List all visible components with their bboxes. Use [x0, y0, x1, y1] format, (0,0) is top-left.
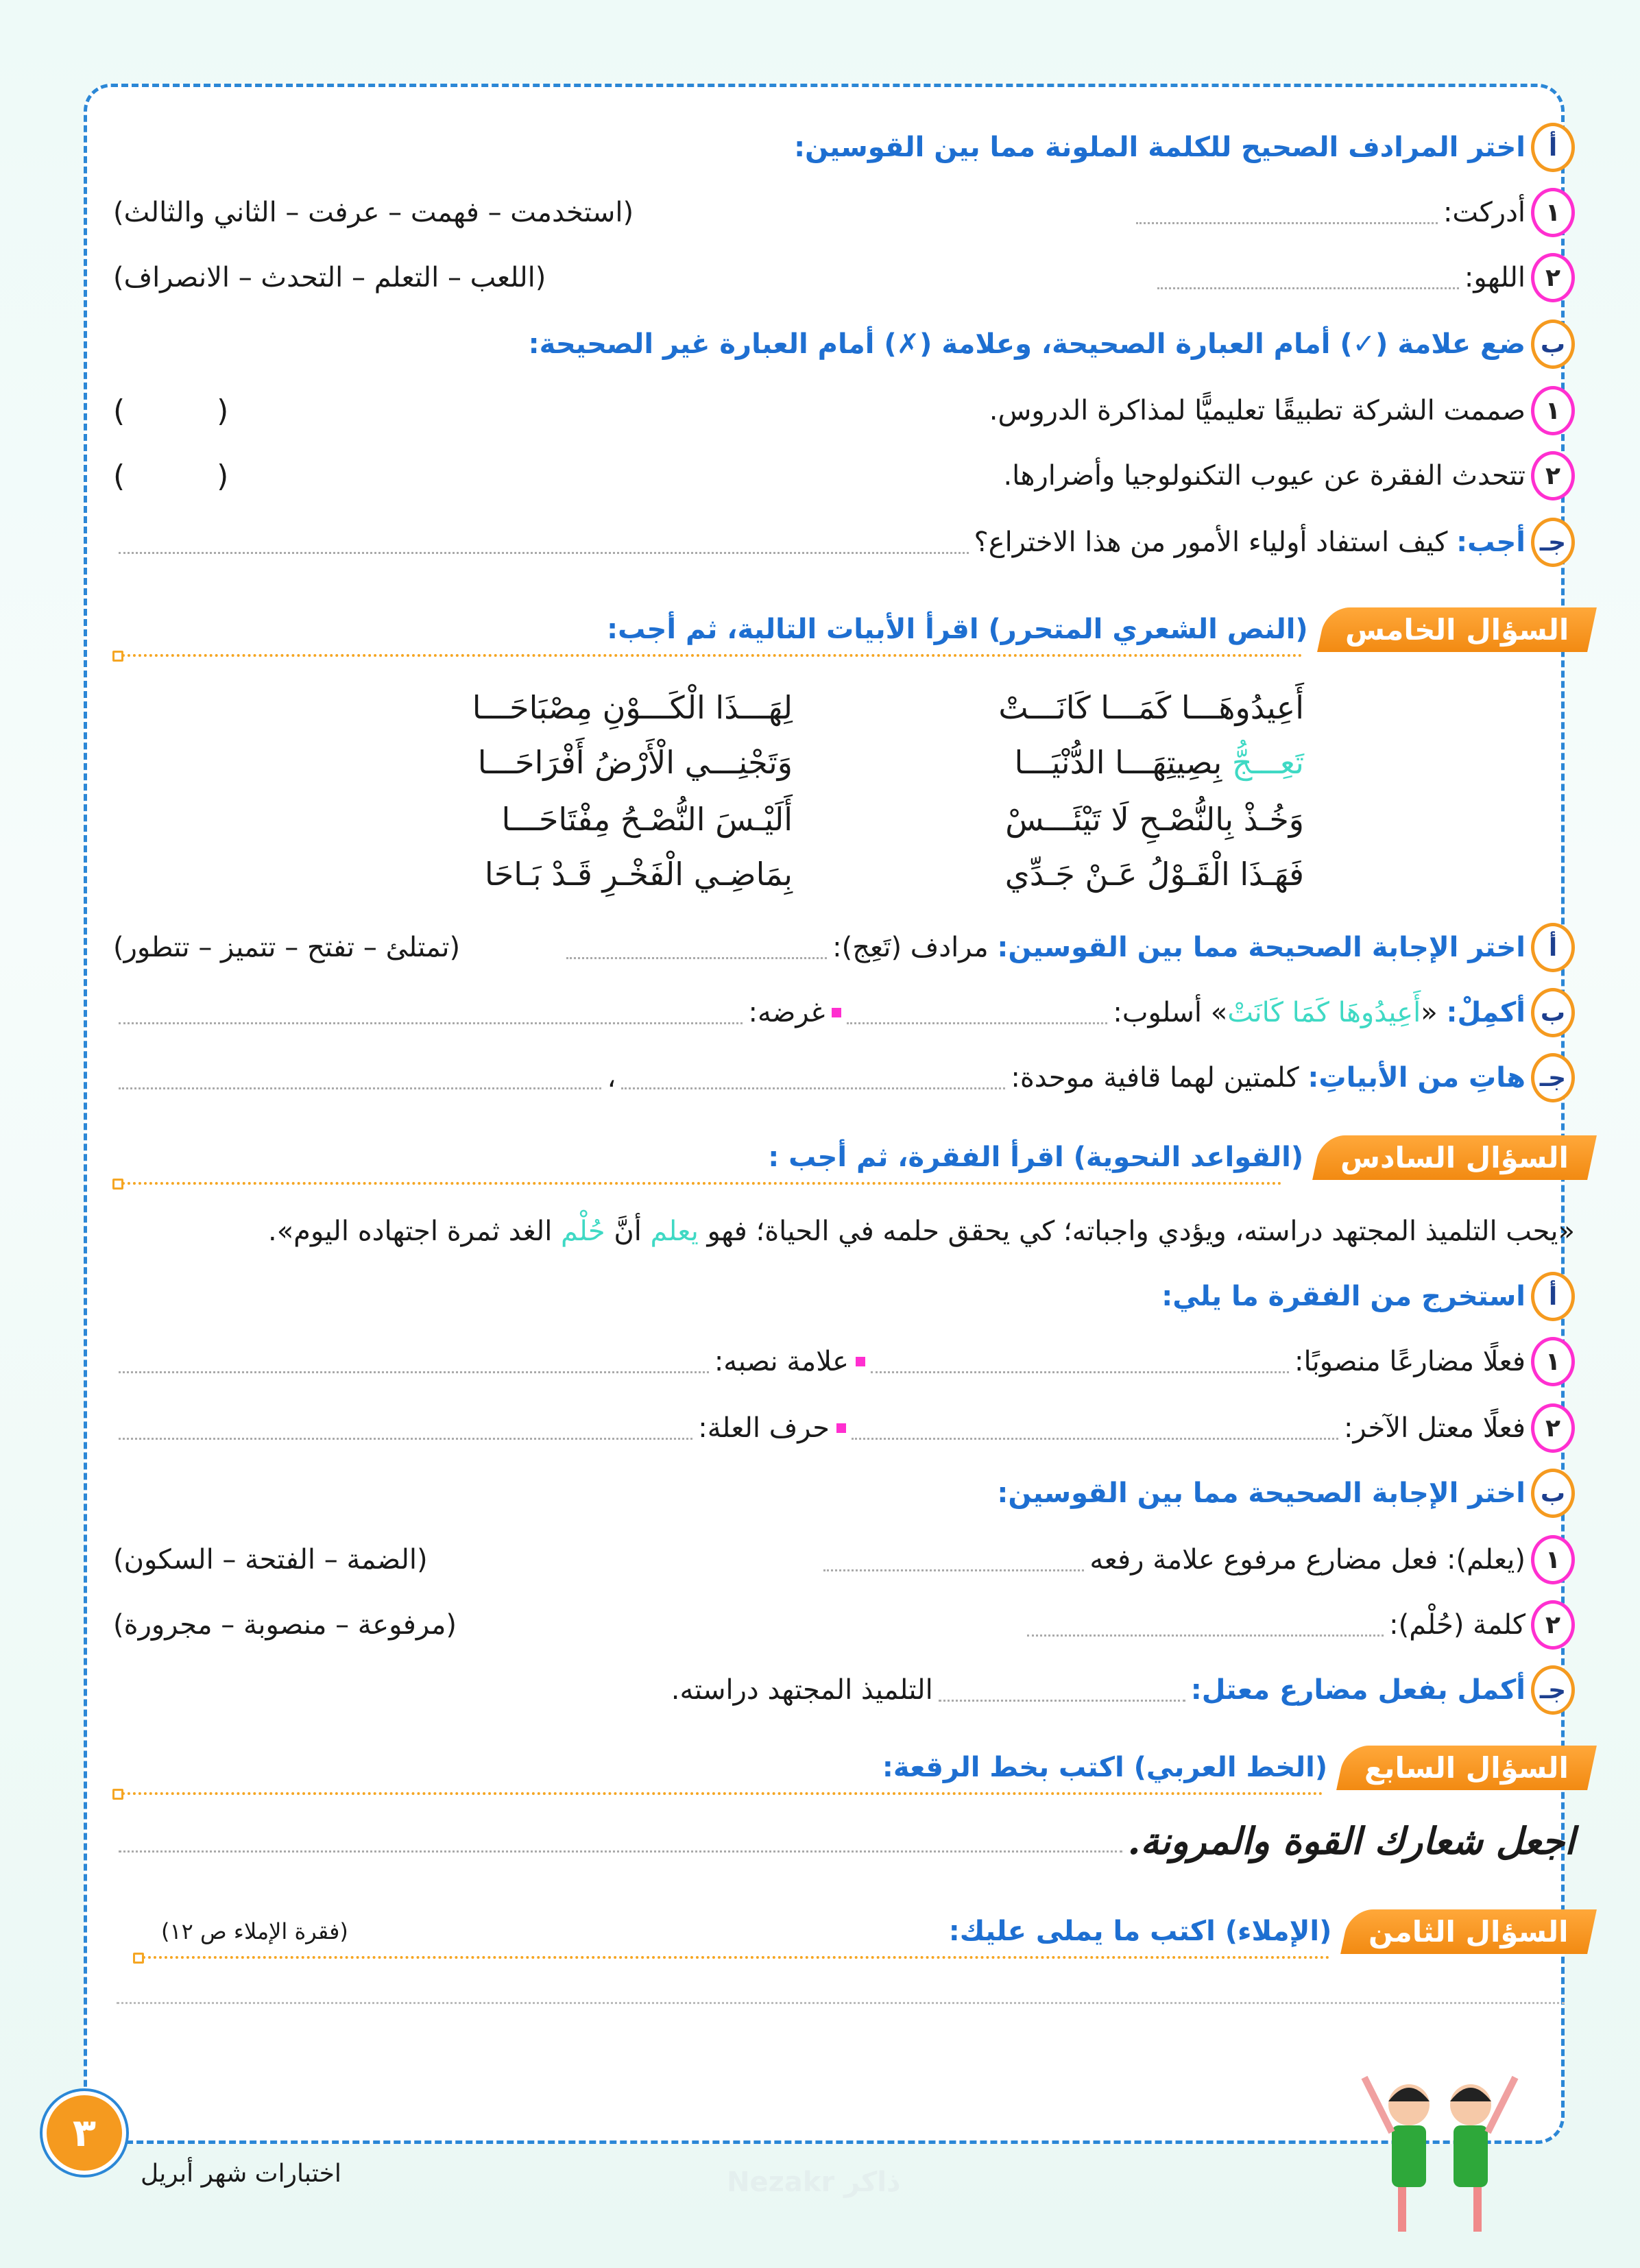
item-label: كلمة (حُلْم): [1389, 1609, 1526, 1641]
answer-blank[interactable] [119, 1067, 601, 1089]
number-badge: ١ [1531, 1337, 1575, 1386]
q7-header [113, 1740, 1592, 1795]
item-label: علامة نصبه: [714, 1346, 849, 1377]
section-subtitle: (الإملاء) اكتب ما يملى عليك: [948, 1916, 1332, 1947]
answer-blank[interactable] [621, 1067, 1005, 1089]
answer-blank[interactable] [119, 531, 969, 554]
q6-a-item-1 [113, 1338, 1575, 1386]
q5-b [113, 989, 1575, 1037]
q4-b-item-2 [113, 452, 1575, 500]
watermark: Nezakr ذاكر [727, 2167, 901, 2198]
instruction: اختر الإجابة الصحيحة مما بين القوسين: [997, 932, 1526, 963]
instruction: هاتِ من الأبياتِ: [1307, 1062, 1526, 1094]
q6-a-item-2 [113, 1404, 1575, 1452]
letter-badge: ب [1531, 988, 1575, 1037]
number-badge: ٢ [1531, 1600, 1575, 1650]
verse-second-half: أَلَيْـسَ النُّصْـحُ مِفْتَاحَـــا [501, 801, 793, 838]
item-label: أدركت: [1443, 197, 1526, 228]
section-divider [117, 1792, 1323, 1795]
verse-second-half: لِهَـــذَا الْكَـــوْنِ مِصْبَاحَـــا [472, 689, 793, 726]
letter-badge: جـ [1531, 518, 1575, 567]
letter-badge: جـ [1531, 1053, 1575, 1102]
item-label: فعلًا مضارعًا منصوبًا: [1294, 1346, 1526, 1377]
options: (استخدمت – فهمت – عرفت – الثاني والثالث) [113, 197, 634, 228]
q6-paragraph [113, 1207, 1575, 1255]
q6-a-heading [113, 1272, 1575, 1320]
number-badge: ١ [1531, 188, 1575, 237]
item-label: اللهو: [1464, 262, 1526, 293]
item-label: (يعلم): فعل مضارع مرفوع علامة رفعه [1089, 1544, 1526, 1576]
purpose-label: غرضه: [748, 997, 825, 1028]
question-tab: السؤال الخامس [1317, 607, 1597, 652]
section-divider [117, 654, 1303, 657]
q6-b-item-1 [113, 1536, 1575, 1584]
number-badge: ٢ [1531, 451, 1575, 500]
bullet-icon [832, 1008, 841, 1017]
instruction: اختر الإجابة الصحيحة مما بين القوسين: [997, 1477, 1526, 1509]
verse-second-half: بِمَاضِـي الْفَخْـرِ قَـدْ بَـاحَا [484, 856, 793, 893]
verse-first-half: تَعِـــجُّ بِصِيتِهَـــا الدُّنْيَـــا [1014, 744, 1304, 781]
q4-c [113, 518, 1575, 566]
writing-line[interactable] [117, 2002, 1565, 2004]
answer-blank[interactable] [1157, 267, 1459, 289]
statement: صممت الشركة تطبيقًا تعليميًّا لمذاكرة الدروس. [989, 395, 1526, 426]
instruction: اختر المرادف الصحيح للكلمة الملونة مما بين القوسين: [794, 132, 1526, 163]
style-label: أسلوب: [1113, 997, 1203, 1028]
verse-first-half: فَهَـذَا الْقَـوْلُ عَـنْ جَـدِّي [1004, 856, 1304, 893]
section-subtitle: (النص الشعري المتحرر) اقرأ الأبيات التالية، ثم أجب: [607, 614, 1308, 645]
q8-header [113, 1904, 1592, 1959]
quoted-phrase: أَعِيدُوهَا كَمَا كَانَتْ [1227, 997, 1421, 1028]
q5-header [113, 602, 1592, 657]
section-divider [137, 1956, 1330, 1959]
number-badge: ١ [1531, 1535, 1575, 1584]
options: (الضمة – الفتحة – السكون) [113, 1544, 428, 1576]
number-badge: ٢ [1531, 253, 1575, 302]
letter-badge: جـ [1531, 1665, 1575, 1715]
answer-blank[interactable] [119, 1830, 1122, 1853]
options: (اللعب – التعلم – التحدث – الانصراف) [113, 262, 546, 293]
q6-header [113, 1130, 1592, 1185]
answer-blank[interactable] [939, 1679, 1185, 1702]
q6-c [113, 1666, 1575, 1714]
answer-blank[interactable] [119, 1002, 743, 1024]
bullet-icon [836, 1423, 846, 1433]
answer-blank[interactable] [119, 1417, 692, 1440]
q6-b-heading [113, 1469, 1575, 1517]
question-tab: السؤال السادس [1312, 1135, 1597, 1180]
q4-b-item-1 [113, 387, 1575, 435]
instruction: أكمِلْ: [1446, 997, 1526, 1028]
statement: تتحدث الفقرة عن عيوب التكنولوجيا وأضرارها. [1003, 460, 1526, 492]
letter-badge: أ [1531, 923, 1575, 972]
dictation-note: (فقرة الإملاء ص ١٢) [161, 1918, 348, 1944]
instruction: أجب: [1456, 527, 1526, 558]
verse-second-half: وَتَجْنِـــي الْأَرْضُ أَفْرَاحَـــا [477, 744, 793, 781]
answer-blank[interactable] [566, 937, 827, 959]
q4-a-item-1 [113, 189, 1575, 237]
kids-illustration [1344, 2064, 1536, 2242]
question: مرادف (تَعِج): [832, 932, 989, 963]
instruction: أكمل بفعل مضارع معتل: [1190, 1674, 1526, 1706]
q6-b-item-2 [113, 1601, 1575, 1649]
answer-blank[interactable] [871, 1351, 1289, 1373]
letter-badge: ب [1531, 1469, 1575, 1518]
question-tab: السؤال السابع [1336, 1746, 1597, 1790]
section-divider [117, 1182, 1282, 1185]
number-badge: ١ [1531, 386, 1575, 435]
verse-first-half: أَعِيدُوهَـــا كَمَـــا كَانَـــتْ [998, 689, 1304, 726]
bullet-icon [856, 1357, 865, 1366]
q4-a-heading [113, 123, 1575, 171]
answer-blank[interactable] [1136, 202, 1438, 224]
answer-parentheses[interactable]: ( ) [113, 393, 270, 429]
quote-mark: « [1421, 997, 1438, 1028]
quote-mark: » [1210, 997, 1228, 1028]
answer-blank[interactable] [852, 1417, 1338, 1440]
item-label: حرف العلة: [698, 1412, 830, 1444]
answer-blank[interactable] [823, 1549, 1084, 1571]
q4-a-item-2 [113, 254, 1575, 302]
section-subtitle: (الخط العربي) اكتب بخط الرقعة: [882, 1752, 1328, 1783]
separator: ، [607, 1062, 616, 1094]
footer-label: اختبارات شهر أبريل [141, 2160, 341, 2188]
instruction: استخرج من الفقرة ما يلي: [1161, 1281, 1526, 1312]
calligraphy-text: اجعل شعارك القوة والمرونة. [1127, 1819, 1575, 1863]
question: كلمتين لهما قافية موحدة: [1011, 1062, 1299, 1094]
question: كيف استفاد أولياء الأمور من هذا الاختراع؟ [974, 527, 1448, 558]
verse-first-half: وَخُـذْ بِالنُّصْـحِ لَا تَيْئَـــسْ [1005, 801, 1304, 838]
letter-badge: أ [1531, 1272, 1575, 1321]
answer-parentheses[interactable]: ( ) [113, 458, 270, 494]
sentence: التلميذ المجتهد دراسته. [671, 1674, 933, 1706]
letter-badge: أ [1531, 123, 1575, 172]
number-badge: ٢ [1531, 1403, 1575, 1453]
answer-blank[interactable] [1027, 1614, 1384, 1637]
q5-a [113, 924, 1575, 972]
item-label: فعلًا معتل الآخر: [1344, 1412, 1526, 1444]
q7-calligraphy [113, 1817, 1575, 1865]
q4-b-heading [113, 320, 1575, 368]
paragraph-text: «يحب التلميذ المجتهد دراسته، ويؤدي واجباته؛ كي يحقق حلمه في الحياة؛ فهو يعلم أنَّ حُلْم الغد ثمرة اجتهاده اليوم». [267, 1216, 1575, 1247]
question-tab: السؤال الثامن [1340, 1909, 1596, 1954]
page-number: ٣ [43, 2091, 126, 2175]
answer-blank[interactable] [847, 1002, 1107, 1024]
instruction: ضع علامة (✓) أمام العبارة الصحيحة، وعلامة (✗) أمام العبارة غير الصحيحة: [528, 328, 1526, 360]
section-subtitle: (القواعد النحوية) اقرأ الفقرة، ثم أجب : [768, 1142, 1304, 1173]
options: (مرفوعة – منصوبة – مجرورة) [113, 1609, 457, 1641]
answer-blank[interactable] [119, 1351, 709, 1373]
letter-badge: ب [1531, 319, 1575, 369]
q5-c [113, 1054, 1575, 1102]
options: (تمتلئ – تفتح – تتميز – تتطور) [113, 932, 461, 963]
